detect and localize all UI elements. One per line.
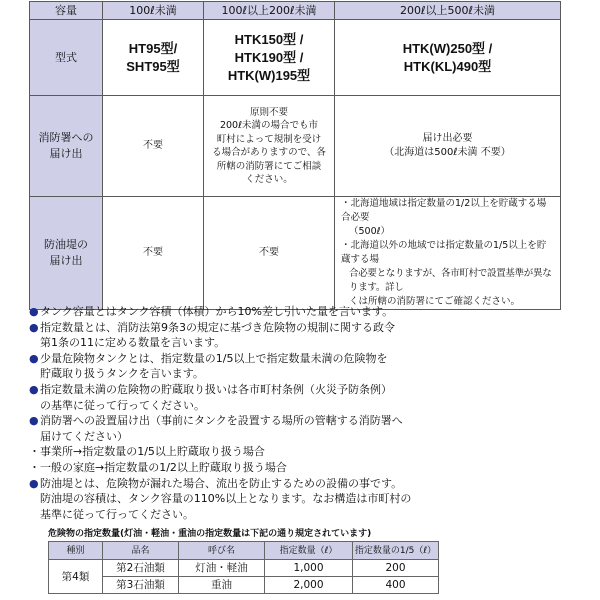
- label-line: 防油堤の: [44, 238, 88, 251]
- table-cell: 灯油・軽油: [179, 560, 265, 577]
- note-line: 一般の家庭→指定数量の1/2以上貯蔵取り扱う場合: [40, 460, 287, 474]
- dike-col3: [335, 197, 561, 310]
- table-cell: 第3石油類: [103, 577, 179, 594]
- table-cell: 200: [353, 560, 439, 577]
- cell-line: 所轄の消防署にてご相談: [216, 160, 322, 172]
- cell-line: 原則不要: [249, 106, 288, 118]
- note-item: [29, 460, 569, 476]
- quantity-table-title: 危険物の指定数量(灯油・軽油・重油の指定数量は下記の通り規定されています): [48, 529, 372, 539]
- fire-col1: 不要: [103, 96, 204, 197]
- dike-notice-label: [30, 197, 103, 310]
- fire-col3: [335, 96, 561, 197]
- cell-line: ・北海道以外の地域では指定数量の1/5以上を貯蔵する場: [341, 240, 547, 265]
- cell-line: くは所轄の消防署にてご確認ください。: [349, 296, 521, 307]
- note-line: 第1条の11に定める数量を言います。: [40, 336, 226, 350]
- note-line: 貯蔵取り扱うタンクを言います。: [40, 367, 204, 381]
- bullet-icon: ●: [29, 476, 39, 490]
- capacity-table: [29, 1, 561, 310]
- column-header: 品名: [103, 542, 179, 560]
- table-cell: 第2石油類: [103, 560, 179, 577]
- bullet-icon: ●: [29, 320, 39, 334]
- note-item: [29, 351, 569, 382]
- header-label: 容量: [30, 2, 103, 20]
- note-item: [29, 382, 569, 413]
- model-text: HTK(W)250型 /: [402, 40, 493, 56]
- model-col1: [103, 20, 204, 96]
- cell-line: （北海道は500ℓ未満 不要）: [384, 147, 511, 158]
- category-cell: 第4類: [49, 560, 103, 594]
- header-col3: 200ℓ以上500ℓ未満: [335, 2, 561, 20]
- table-cell: 400: [353, 577, 439, 594]
- header-col2: 100ℓ以上200ℓ未満: [204, 2, 335, 20]
- dike-col1: 不要: [103, 197, 204, 310]
- note-line: タンク容量とはタンク容積（体積）から10%差し引いた量を言います。: [40, 305, 394, 318]
- notes-list: [29, 304, 569, 522]
- model-col3: [335, 20, 561, 96]
- dot-icon: ・: [29, 460, 40, 474]
- dike-notice-row: [30, 197, 561, 310]
- bullet-icon: ●: [29, 414, 39, 428]
- column-header: 呼び名: [179, 542, 265, 560]
- column-header: 指定数量の1/5（ℓ）: [353, 542, 439, 560]
- model-label: 型式: [30, 20, 103, 96]
- label-line: 消防署への: [38, 131, 94, 144]
- note-line: 防油堤の容積は、タンク容量の110%以上となります。なお構造は市町村の: [40, 492, 412, 506]
- note-line: 事業所→指定数量の1/5以上貯蔵取り扱う場合: [40, 445, 265, 459]
- cell-line: 町村によって規制を受け: [216, 133, 322, 145]
- cell-line: ください。: [245, 174, 293, 185]
- note-line: の基準に従って行ってください。: [40, 398, 205, 412]
- table-cell: 重油: [179, 577, 265, 594]
- table-cell: 2,000: [265, 577, 353, 594]
- note-item: [29, 444, 569, 460]
- model-text: HTK150型 /: [234, 31, 304, 47]
- table-row: [49, 560, 439, 577]
- model-text: HTK(KL)490型: [403, 58, 492, 74]
- note-line: 指定数量未満の危険物の貯蔵取り扱いは各市町村条例（火災予防条例）: [40, 382, 392, 396]
- cell-line: （500ℓ）: [349, 226, 391, 237]
- note-line: 消防署への設置届け出（事前にタンクを設置する場所の管轄する消防署へ: [40, 414, 403, 428]
- fire-notice-label: [30, 96, 103, 197]
- bullet-icon: ●: [29, 382, 39, 396]
- bullet-icon: ●: [29, 305, 39, 318]
- cell-line: 届け出必要: [422, 133, 473, 144]
- header-col1: 100ℓ未満: [103, 2, 204, 20]
- model-col2: [204, 20, 335, 96]
- dike-col2: 不要: [204, 197, 335, 310]
- model-text: SHT95型: [126, 58, 180, 74]
- dot-icon: ・: [29, 445, 40, 459]
- cell-line: 200ℓ未満の場合でも市: [219, 120, 319, 131]
- column-header: 種別: [49, 542, 103, 560]
- note-item: [29, 413, 569, 444]
- bullet-icon: ●: [29, 351, 39, 365]
- model-text: HTK190型 /: [234, 49, 304, 65]
- cell-line: ・北海道地域は指定数量の1/2以上を貯蔵する場合必要: [341, 198, 547, 223]
- note-line: 少量危険物タンクとは、指定数量の1/5以上で指定数量未満の危険物を: [40, 351, 388, 365]
- note-line: 防油堤とは、危険物が漏れた場合、流出を防止するための設備の事です。: [40, 476, 403, 490]
- header-row: [30, 2, 561, 20]
- note-line: 届けてください）: [40, 429, 128, 443]
- model-text: HT95型/: [128, 40, 178, 56]
- note-item: [29, 476, 569, 523]
- column-header: 指定数量（ℓ）: [265, 542, 353, 560]
- table-row: [49, 577, 439, 594]
- note-line: 基準に従って行ってください。: [40, 507, 194, 521]
- note-item: [29, 304, 569, 320]
- cell-line: る場合がありますので、各: [212, 147, 326, 158]
- label-line: 届け出: [49, 254, 83, 267]
- quantity-table: [48, 541, 439, 594]
- fire-notice-row: [30, 96, 561, 197]
- cell-line: 合必要となりますが、各市町村で設置基準が異なります。詳し: [349, 268, 552, 293]
- quantity-header-row: [49, 542, 439, 560]
- model-text: HTK(W)195型: [227, 67, 311, 83]
- label-line: 届け出: [49, 147, 83, 160]
- fire-col2: [204, 96, 335, 197]
- note-line: 指定数量とは、消防法第9条3の規定に基づき危険物の規制に関する政令: [40, 320, 395, 334]
- model-row: [30, 20, 561, 96]
- table-cell: 1,000: [265, 560, 353, 577]
- note-item: [29, 320, 569, 351]
